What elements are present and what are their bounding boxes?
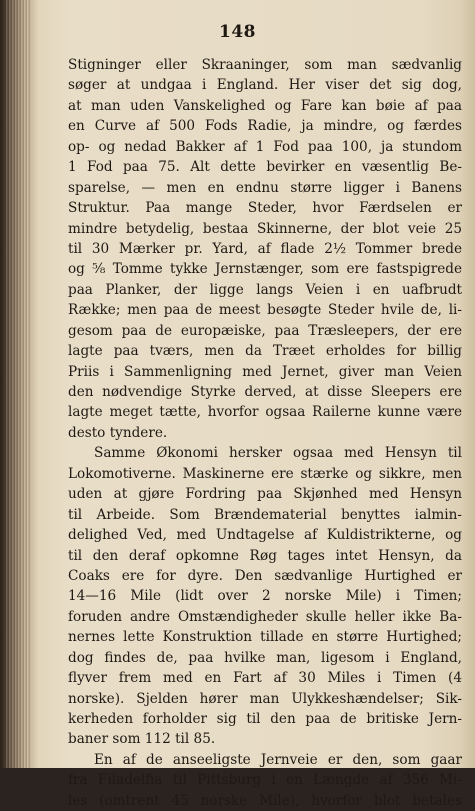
text-line: mindre betydelig, bestaa Skinnerne, der blot veie 25 bbox=[68, 220, 462, 237]
text-line: Coaks ere for dyre. Den sædvanlige Hurtighed er bbox=[68, 567, 462, 584]
paragraph-start-line: En af de anseeligste Jernveie er den, som gaar bbox=[94, 751, 462, 768]
page-edges bbox=[6, 0, 30, 768]
text-line: foruden andre Omstændigheder skulle heller ikke Ba- bbox=[68, 608, 462, 625]
text-line: en Curve af 500 Fods Radie, ja mindre, og færdes bbox=[68, 118, 462, 135]
text-line: les (omtrent 45 norske Mile), hvorfor blot betales bbox=[68, 792, 462, 809]
text-line: nernes lette Konstruktion tillade en større Hurtighed; bbox=[68, 629, 462, 646]
text-line: at man uden Vanskelighed og Fare kan bøie af paa bbox=[68, 97, 462, 114]
text-line: søger at undgaa i England. Her viser det sig dog, bbox=[68, 77, 462, 94]
text-line: til 30 Mærker pr. Yard, af flade 2½ Tommer brede bbox=[68, 240, 462, 257]
text-line: norske). Sjelden hører man Ulykkeshændelser; Sik- bbox=[68, 690, 462, 707]
text-line: Priis i Sammenligning med Jernet, giver man Veien bbox=[68, 363, 462, 380]
text-line: Stigninger eller Skraaninger, som man sædvanlig bbox=[68, 57, 462, 73]
text-line: Struktur. Paa mange Steder, hvor Færdselen er bbox=[68, 200, 462, 217]
text-line: lagte paa tværs, men da Træet erholdes for billig bbox=[68, 343, 462, 360]
body-text bbox=[68, 55, 462, 811]
text-line: 14—16 Mile (lidt over 2 norske Mile) i Timen; bbox=[68, 588, 462, 605]
text-line: gesom paa de europæiske, paa Træsleepers, der ere bbox=[68, 322, 462, 339]
text-line: den nødvendige Styrke derved, at disse Sleepers ere bbox=[68, 384, 462, 400]
text-line: Række; men paa de meest besøgte Steder hvile de, li- bbox=[68, 302, 462, 319]
text-line: baner som 112 til 85. bbox=[68, 731, 216, 748]
paragraph-start-line: Samme Økonomi hersker ogsaa med Hensyn til bbox=[94, 445, 462, 462]
page-number: 148 bbox=[219, 22, 256, 42]
text-line: fra Filadelfia til Pittsburg i en Længde af 356 Mi- bbox=[68, 772, 462, 789]
text-line: 1 Fod paa 75. Alt dette bevirker en væsentlig Be- bbox=[68, 159, 462, 176]
text-line: flyver frem med en Fart af 30 Miles i Timen (4 bbox=[68, 670, 462, 687]
text-line: kerheden forholder sig til den paa de britiske Jern- bbox=[68, 711, 462, 727]
text-line: dog findes de, paa hvilke man, ligesom i England, bbox=[68, 649, 462, 666]
text-line: delighed Ved, med Undtagelse af Kuldistrikterne, og bbox=[68, 527, 462, 544]
text-line: desto tyndere. bbox=[68, 424, 168, 441]
text-line: uden at gjøre Fordring paa Skjønhed med Hensyn bbox=[68, 486, 462, 503]
text-line: til Arbeide. Som Brændematerial benyttes ialmin- bbox=[68, 506, 462, 523]
text-line: op- og nedad Bakker af 1 Fod paa 100, ja stundom bbox=[68, 138, 462, 155]
text-line: sparelse, — men en endnu større ligger i Banens bbox=[68, 179, 462, 196]
text-line: til den deraf opkomne Røg tages intet Hensyn, da bbox=[68, 547, 462, 564]
text-line: Lokomotiverne. Maskinerne ere stærke og sikkre, men bbox=[68, 465, 462, 482]
text-line: og ⁵⁄₈ Tomme tykke Jernstænger, som ere fastspigrede bbox=[68, 261, 462, 278]
text-line: paa Planker, der ligge langs Veien i en uafbrudt bbox=[68, 281, 462, 298]
text-line: lagte meget tætte, hvorfor ogsaa Railerne kunne være bbox=[68, 404, 462, 421]
